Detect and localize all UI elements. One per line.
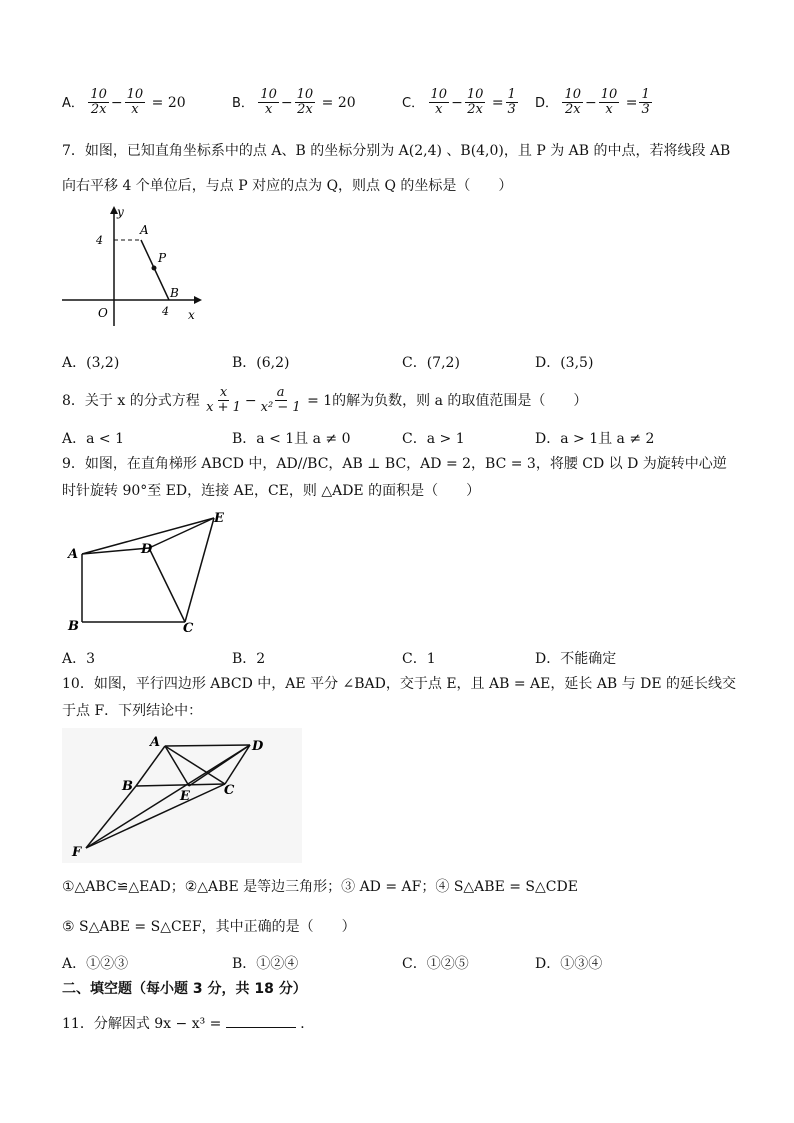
point-p-label: P <box>158 251 167 265</box>
q8-option-d: D．a > 1且 a ≠ 2 <box>535 431 655 447</box>
fraction: $\frac{10}{x}$ <box>430 87 448 118</box>
q11-stem: 11．分解因式 9x − x³ = ． <box>62 1016 315 1032</box>
point-c-label: C <box>183 621 194 636</box>
fraction: $\frac{10}{x}$ <box>260 87 277 118</box>
point-b-label: B <box>170 286 179 300</box>
q6-option-a: A． $\frac{10}{2x}$ − $\frac{10}{x}$ = 20 <box>62 87 186 118</box>
q10-stem-line1: 10．如图，平行四边形 ABCD 中，AE 平分 ∠BAD，交于点 E，且 AB = AE，延长 AB 与 DE 的延长线交 <box>62 676 737 692</box>
point-e-label: E <box>214 511 224 526</box>
tick-x-4: 4 <box>162 305 169 318</box>
point-a-label: A <box>68 547 79 562</box>
q9-stem-line2: 时针旋转 90°至 ED，连接 AE，CE，则 △ADE 的面积是（ ） <box>62 483 481 499</box>
fraction: $\frac{a}{\text{x² − 1}}$ <box>260 385 301 416</box>
q7-option-c: C．(7,2) <box>402 355 460 371</box>
q9-option-d: D．不能确定 <box>535 651 617 667</box>
point-f-label: F <box>72 845 82 860</box>
q10-option-a: A．①②③ <box>62 956 129 972</box>
point-e-label: E <box>180 789 190 804</box>
fraction: $\frac{10}{2x}$ <box>90 87 107 118</box>
q8-option-b: B．a < 1且 a ≠ 0 <box>232 431 351 447</box>
answer-blank <box>226 1015 296 1028</box>
q6-option-c: C． $\frac{10}{x}$ − $\frac{10}{2x}$ = $\frac{1}{3}$ <box>402 87 516 118</box>
q10-option-d: D．①③④ <box>535 956 603 972</box>
fraction: $\frac{10}{2x}$ <box>296 87 314 118</box>
q9-option-b: B．2 <box>232 651 266 667</box>
q7-option-a: A．(3,2) <box>62 355 120 371</box>
fraction: $\frac{10}{x}$ <box>600 87 618 118</box>
section-title: 二、填空题（每小题 3 分，共 18 分） <box>62 981 307 997</box>
fraction: $\frac{1}{3}$ <box>641 87 650 118</box>
fraction: $\frac{10}{x}$ <box>126 87 144 118</box>
q10-stem-line2: 于点 F．下列结论中： <box>62 703 203 719</box>
fraction: $\frac{10}{2x}$ <box>564 87 582 118</box>
q9-stem-line1: 9．如图，在直角梯形 ABCD 中，AD//BC，AB ⊥ BC，AD = 2，BC = 3，将腰 CD 以 D 为旋转中心逆 <box>62 456 727 472</box>
point-d-label: D <box>141 542 153 557</box>
q9-option-c: C．1 <box>402 651 436 667</box>
point-c-label: C <box>224 783 235 798</box>
q8-option-c: C．a > 1 <box>402 431 465 447</box>
point-a-label: A <box>150 735 161 750</box>
q7-stem-line1: 7．如图，已知直角坐标系中的点 A、B 的坐标分别为 A(2,4) 、B(4,0)，且 P 为 AB 的中点，若将线段 AB <box>62 143 731 159</box>
q7-coordinate-figure <box>62 200 207 330</box>
q10-conclusions-line2: ⑤ S△ABE = S△CEF，其中正确的是（ ） <box>62 919 356 935</box>
fraction: $\frac{10}{2x}$ <box>466 87 484 118</box>
tick-y-4: 4 <box>96 234 103 247</box>
q8-option-a: A．a < 1 <box>62 431 124 447</box>
q8-stem: 8．关于 x 的分式方程 $\frac{x}{x + 1}$ − $\frac{a}{\text{x² − 1}}$ = 1的解为负数，则 a 的取值范围是（ ） <box>62 385 588 416</box>
q7-option-d: D．(3,5) <box>535 355 594 371</box>
fraction: $\frac{1}{3}$ <box>507 87 516 118</box>
q10-parallelogram-figure <box>62 728 302 863</box>
q6-option-d: D． $\frac{10}{2x}$ − $\frac{10}{x}$ = $\frac{1}{3}$ <box>535 87 650 118</box>
point-b-label: B <box>122 779 133 794</box>
q6-option-b: B． $\frac{10}{x}$ − $\frac{10}{2x}$ = 20 <box>232 87 356 118</box>
q9-option-a: A．3 <box>62 651 96 667</box>
q9-trapezoid-figure <box>62 508 232 638</box>
origin-label: O <box>98 306 108 320</box>
q10-option-c: C．①②⑤ <box>402 956 469 972</box>
q7-stem-line2: 向右平移 4 个单位后，与点 P 对应的点为 Q，则点 Q 的坐标是（ ） <box>62 178 513 194</box>
point-b-label: B <box>68 619 79 634</box>
fraction: $\frac{x}{x + 1}$ <box>206 385 241 416</box>
x-axis-label: x <box>188 308 195 322</box>
q10-option-b: B．①②④ <box>232 956 299 972</box>
q10-conclusions-line1: ①△ABC≌△EAD；②△ABE 是等边三角形；③ AD = AF；④ S△ABE = S△CDE <box>62 879 578 895</box>
q7-option-b: B．(6,2) <box>232 355 290 371</box>
point-a-label: A <box>140 223 149 237</box>
y-axis-label: y <box>117 205 124 219</box>
point-d-label: D <box>252 739 264 754</box>
